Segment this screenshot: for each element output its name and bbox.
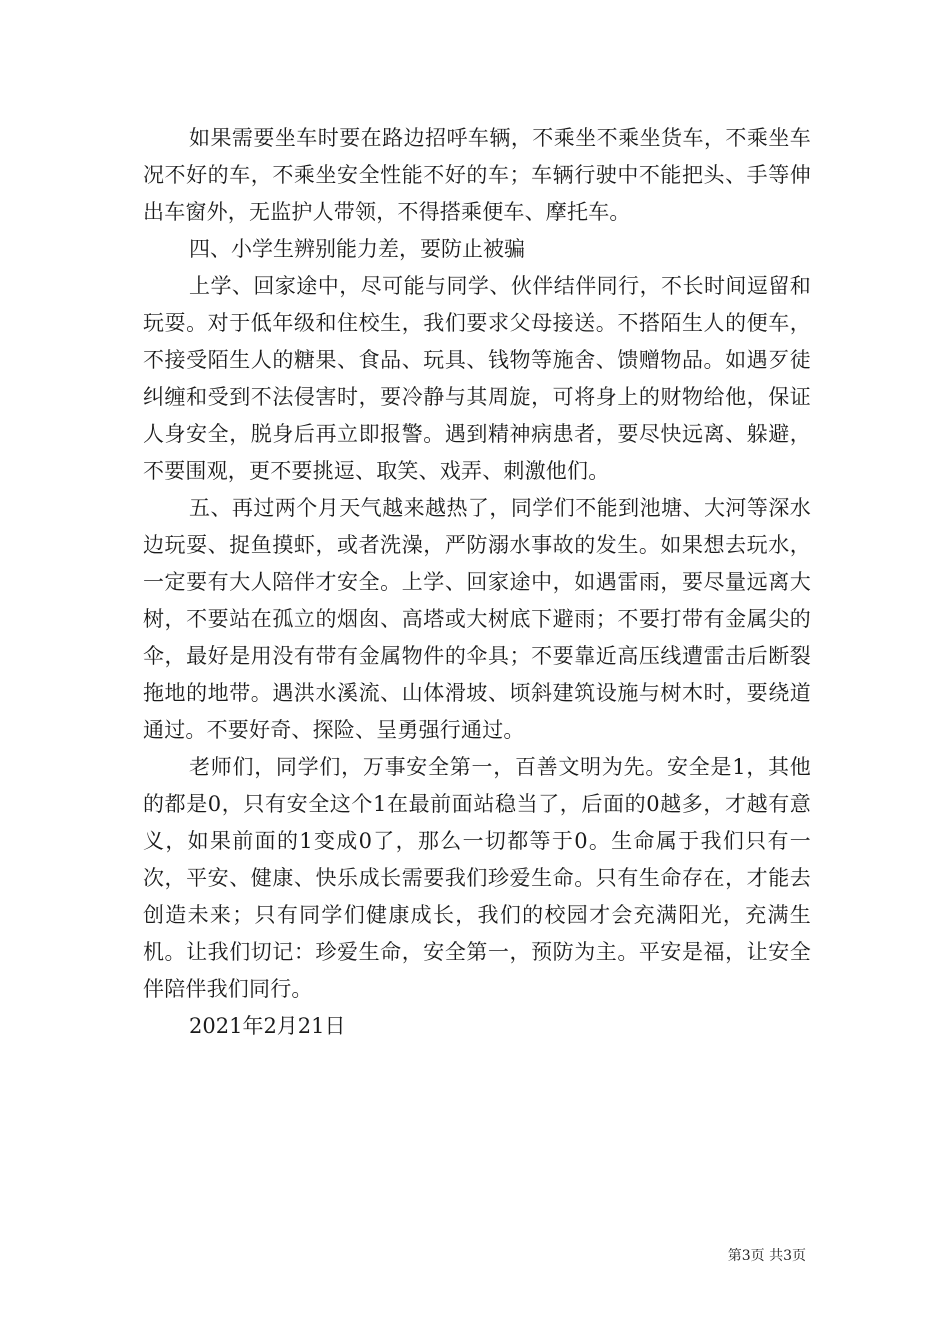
paragraph-transport-safety: 如果需要坐车时要在路边招呼车辆，不乘坐不乘坐货车，不乘坐车况不好的车，不乘坐安全性能不好的车；车辆行驶中不能把头、手等伸出车窗外，无监护人带领，不得搭乘便车、摩托车。 — [143, 126, 811, 224]
paragraph-water-weather-safety: 五、再过两个月天气越来越热了，同学们不能到池塘、大河等深水边玩耍、捉鱼摸虾，或者洗澡，严防溺水事故的发生。如果想去玩水，一定要有大人陪伴才安全。上学、回家途中，如遇雷雨，要尽量远离大树，不要站在孤立的烟囱、高塔或大树底下避雨；不要打带有金属尖的伞，最好是用没有带有金属物件的伞具；不要靠近高压线遭雷击后断裂拖地的地带。遇洪水溪流、山体滑坡、顷斜建筑设施与树木时，要绕道通过。不要好奇、探险、呈勇强行通过。 — [143, 496, 811, 742]
page-number-footer: 第3页 共3页 — [727, 1248, 806, 1264]
paragraph-stranger-safety: 上学、回家途中，尽可能与同学、伙伴结伴同行，不长时间逗留和玩耍。对于低年级和住校生，我们要求父母接送。不搭陌生人的便车，不接受陌生人的糖果、食品、玩具、钱物等施舍、馈赠物品。如遇歹徒纠缠和受到不法侵害时，要冷静与其周旋，可将身上的财物给他，保证人身安全，脱身后再立即报警。遇到精神病患者，要尽快远离、躲避，不要围观，更不要挑逗、取笑、戏弄、刺激他们。 — [143, 274, 811, 483]
section-heading-fraud-prevention: 四、小学生辨别能力差，要防止被骗 — [189, 237, 525, 261]
paragraph-closing-remarks: 老师们，同学们，万事安全第一，百善文明为先。安全是1，其他的都是0，只有安全这个1在最前面站稳当了，后面的0越多，才越有意义，如果前面的1变成0了，那么一切都等于0。生命属于我们只有一次，平安、健康、快乐成长需要我们珍爱生命。只有生命存在，才能去创造未来；只有同学们健康成长，我们的校园才会充满阳光，充满生机。让我们切记：珍爱生命，安全第一，预防为主。平安是福，让安全伴陪伴我们同行。 — [143, 755, 811, 1001]
document-body — [143, 120, 811, 1045]
document-date: 2021年2月21日 — [189, 1014, 346, 1038]
